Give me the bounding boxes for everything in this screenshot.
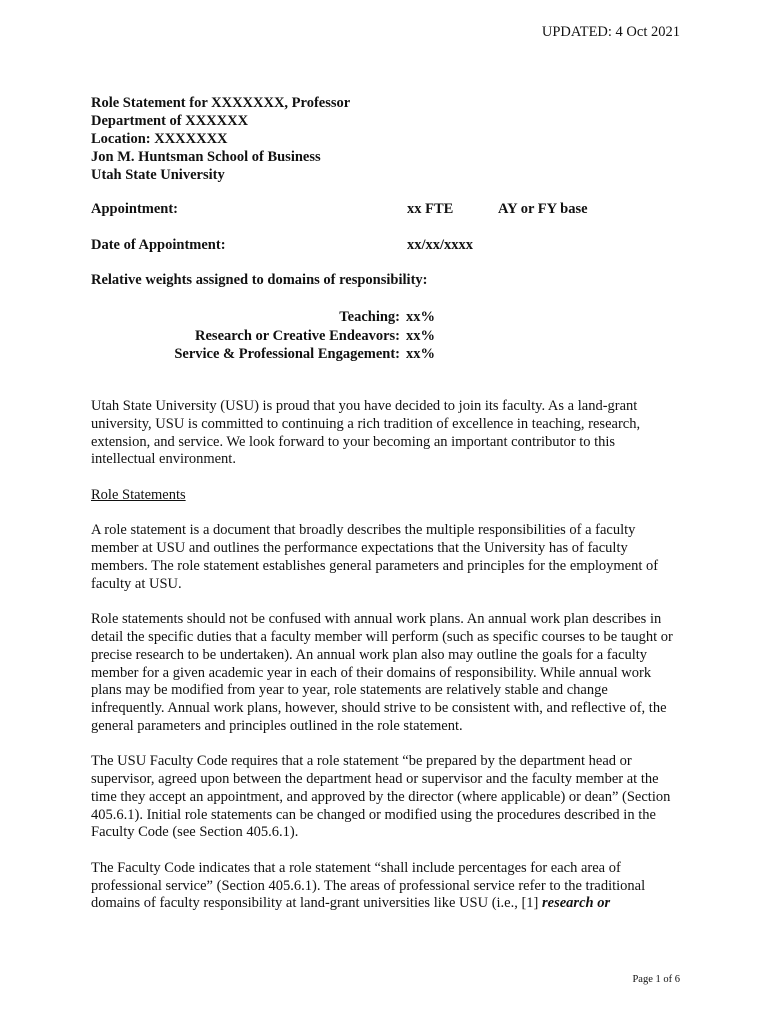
weight-label: Service & Professional Engagement: [174, 346, 400, 362]
paragraph-work-plans: Role statements should not be confused with annual work plans. An annual work plan describes in detail the specific duties that a faculty member will perform (such as specific courses to be taught or precise research to be undertaken). An annual work plan also may outline the goals for a faculty member for a given academic year in each of their domains of responsibility. While annual work plans may be modified from year to year, role statements are relatively stable and change infrequently. Annual work plans, however, should strive to be consistent with, and reflective of, the general parameters and principles outlined in the role statement. [91, 611, 673, 734]
section-heading-role-statements: Role Statements [91, 486, 186, 503]
document-heading [91, 94, 350, 184]
paragraph-percentages [91, 860, 681, 913]
weights-title: Relative weights assigned to domains of responsibility: [91, 272, 428, 288]
weights-table [0, 308, 440, 364]
paragraph-definition: A role statement is a document that broadly describes the multiple responsibilities of a faculty member at USU and outlines the performance expectations that the University has of faculty members. The role statement establishes general parameters and principles for the employment of faculty at USU. [91, 522, 659, 592]
heading-title: Role Statement for XXXXXXX, Professor [91, 95, 351, 111]
weight-value: xx% [406, 309, 435, 325]
weight-value: xx% [406, 327, 435, 344]
weight-value: xx% [406, 346, 435, 362]
weight-row-research [0, 327, 440, 346]
weight-label: Teaching: [339, 309, 400, 325]
appointment-fte: xx FTE [407, 201, 454, 217]
weight-row-service [0, 345, 440, 364]
weight-row-teaching [0, 308, 440, 327]
intro-paragraph: Utah State University (USU) is proud that you have decided to join its faculty. As a land-grant university, USU is committed to continuing a rich tradition of excellence in teaching, research, extension, and service. We look forward to your becoming an important contributor to this intellectual environment. [91, 398, 641, 468]
page-number: Page 1 of 6 [632, 974, 680, 985]
weight-label: Research or Creative Endeavors: [195, 327, 400, 344]
date-of-appointment-label: Date of Appointment: [91, 237, 226, 253]
updated-date: UPDATED: 4 Oct 2021 [541, 24, 680, 40]
heading-location: Location: XXXXXXX [91, 131, 228, 147]
emphasis-research: research or [542, 895, 611, 912]
appointment-label: Appointment: [91, 201, 179, 217]
paragraph-faculty-code: The USU Faculty Code requires that a role statement “be prepared by the department head or supervisor, agreed upon between the department head or supervisor and the faculty member at the time they accept an appointment, and approved by the director (where applicable) or dean” (Section 405.6.1). Initial role statements can be changed or modified using the procedures described in the Faculty Code (see Section 405.6.1). [91, 753, 671, 841]
heading-department: Department of XXXXXX [91, 113, 249, 129]
heading-school: Jon M. Huntsman School of Business [91, 149, 321, 165]
appointment-base: AY or FY base [498, 201, 588, 217]
document-body [91, 398, 681, 931]
date-of-appointment-value: xx/xx/xxxx [407, 237, 474, 253]
paragraph-percentages-text: The Faculty Code indicates that a role statement “shall include percentages for each area of professional service” (Section 405.6.1). The areas of professional service refer to the traditional domains of faculty responsibility at land-grant universities like USU (i.e., [1] [91, 859, 646, 912]
heading-university: Utah State University [91, 167, 225, 183]
